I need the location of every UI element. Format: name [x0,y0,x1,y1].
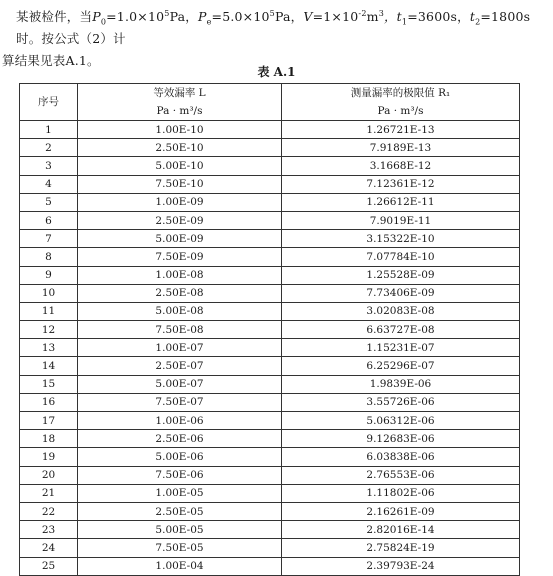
p0-subscript: 0 [100,17,107,27]
row-equivalent-leak-rate: 7.50E-08 [78,321,282,339]
row-equivalent-leak-rate: 5.00E-07 [78,375,282,393]
p0-exponent: 5 [164,8,170,18]
row-index: 10 [20,284,78,302]
t1-subscript: 1 [401,17,408,27]
table-row [20,193,520,211]
table-row [20,393,520,411]
row-index: 5 [20,193,78,211]
row-equivalent-leak-rate: 2.50E-07 [78,357,282,375]
row-equivalent-leak-rate: 7.50E-09 [78,248,282,266]
row-equivalent-leak-rate: 7.50E-07 [78,393,282,411]
row-measured-limit: 2.82016E-14 [282,521,520,539]
table-row [20,521,520,539]
row-index: 21 [20,484,78,502]
t1-value: =3600s， [407,9,470,24]
row-index: 4 [20,175,78,193]
row-equivalent-leak-rate: 1.00E-04 [78,557,282,575]
p0-value: =1.0×10 [106,9,165,24]
row-measured-limit: 7.12361E-12 [282,175,520,193]
row-equivalent-leak-rate: 1.00E-05 [78,484,282,502]
table-row [20,321,520,339]
header-measured-leak-limit: 测量漏率的极限值 R₁ [282,84,520,103]
row-index: 22 [20,502,78,520]
row-equivalent-leak-rate: 1.00E-06 [78,412,282,430]
row-index: 18 [20,430,78,448]
row-equivalent-leak-rate: 5.00E-06 [78,448,282,466]
row-measured-limit: 5.06312E-06 [282,412,520,430]
row-index: 16 [20,393,78,411]
row-measured-limit: 2.16261E-09 [282,502,520,520]
row-index: 25 [20,557,78,575]
table-row [20,211,520,229]
row-equivalent-leak-rate: 5.00E-08 [78,302,282,320]
table-row [20,302,520,320]
row-measured-limit: 1.9839E-06 [282,375,520,393]
row-measured-limit: 9.12683E-06 [282,430,520,448]
table-row [20,448,520,466]
header-index: 序号 [20,84,78,121]
row-measured-limit: 1.15231E-07 [282,339,520,357]
row-index: 1 [20,121,78,139]
row-measured-limit: 3.1668E-12 [282,157,520,175]
row-equivalent-leak-rate: 2.50E-06 [78,430,282,448]
header-equivalent-unit: Pa · m³/s [78,102,282,121]
table-row [20,230,520,248]
row-measured-limit: 6.03838E-06 [282,448,520,466]
pe-subscript: e [206,17,212,27]
row-measured-limit: 1.26721E-13 [282,121,520,139]
row-measured-limit: 3.15322E-10 [282,230,520,248]
row-equivalent-leak-rate: 5.00E-09 [78,230,282,248]
row-equivalent-leak-rate: 7.50E-06 [78,466,282,484]
table-row [20,466,520,484]
table-caption: 表 A.1 [257,65,296,79]
row-equivalent-leak-rate: 1.00E-07 [78,339,282,357]
row-index: 20 [20,466,78,484]
row-equivalent-leak-rate: 2.50E-10 [78,139,282,157]
row-measured-limit: 2.39793E-24 [282,557,520,575]
table-row [20,248,520,266]
row-measured-limit: 6.63727E-08 [282,321,520,339]
v-symbol: V [303,9,313,24]
row-equivalent-leak-rate: 7.50E-10 [78,175,282,193]
table-row [20,502,520,520]
row-measured-limit: 1.26612E-11 [282,193,520,211]
row-equivalent-leak-rate: 7.50E-05 [78,539,282,557]
t2-symbol: t [469,9,476,24]
row-index: 3 [20,157,78,175]
row-index: 2 [20,139,78,157]
row-measured-limit: 6.25296E-07 [282,357,520,375]
pe-value: =5.0×10 [211,9,270,24]
table-row [20,139,520,157]
leak-rate-table [19,83,520,576]
intro-prefix: 某被检件，当 [16,9,93,24]
row-index: 15 [20,375,78,393]
row-equivalent-leak-rate: 2.50E-08 [78,284,282,302]
row-equivalent-leak-rate: 2.50E-09 [78,211,282,229]
row-index: 17 [20,412,78,430]
table-row [20,175,520,193]
row-equivalent-leak-rate: 1.00E-10 [78,121,282,139]
table-row [20,484,520,502]
header-limit-unit: Pa · m³/s [282,102,520,121]
v-unit: m [366,9,379,24]
table-row [20,121,520,139]
table-row [20,539,520,557]
row-measured-limit: 3.55726E-06 [282,393,520,411]
row-measured-limit: 3.02083E-08 [282,302,520,320]
row-equivalent-leak-rate: 1.00E-08 [78,266,282,284]
row-measured-limit: 7.9019E-11 [282,211,520,229]
table-row [20,375,520,393]
row-index: 23 [20,521,78,539]
header-equivalent-leak-rate: 等效漏率 L [78,84,282,103]
row-equivalent-leak-rate: 1.00E-09 [78,193,282,211]
table-row [20,339,520,357]
table-row [20,284,520,302]
table-row [20,412,520,430]
row-index: 24 [20,539,78,557]
table-row [20,557,520,575]
row-measured-limit: 1.25528E-09 [282,266,520,284]
v-unit-exponent: 3 [378,8,384,18]
row-measured-limit: 2.76553E-06 [282,466,520,484]
row-measured-limit: 7.73406E-09 [282,284,520,302]
row-index: 7 [20,230,78,248]
intro-line2: 算结果见表A.1。 [2,53,100,68]
p0-symbol: P [92,9,101,24]
row-index: 6 [20,211,78,229]
pe-symbol: P [197,9,207,24]
pe-unit: Pa， [274,9,304,24]
v-exponent: -2 [358,8,367,18]
table-row [20,357,520,375]
row-index: 13 [20,339,78,357]
v-value: =1×10 [312,9,359,24]
row-measured-limit: 1.11802E-06 [282,484,520,502]
row-measured-limit: 7.9189E-13 [282,139,520,157]
row-index: 19 [20,448,78,466]
row-index: 11 [20,302,78,320]
table-row [20,157,520,175]
row-index: 8 [20,248,78,266]
row-measured-limit: 2.75824E-19 [282,539,520,557]
row-index: 14 [20,357,78,375]
t2-subscript: 2 [475,17,481,27]
row-equivalent-leak-rate: 5.00E-10 [78,157,282,175]
table-body [20,121,520,576]
row-equivalent-leak-rate: 5.00E-05 [78,521,282,539]
table-row [20,266,520,284]
t1-symbol: ，t [383,9,402,24]
row-index: 12 [20,321,78,339]
row-equivalent-leak-rate: 2.50E-05 [78,502,282,520]
row-index: 9 [20,266,78,284]
t2-value: =1800s时。按公式（2）计 [16,9,531,46]
table-row [20,430,520,448]
row-measured-limit: 7.07784E-10 [282,248,520,266]
pe-exponent: 5 [269,8,275,18]
p0-unit: Pa， [169,9,198,24]
